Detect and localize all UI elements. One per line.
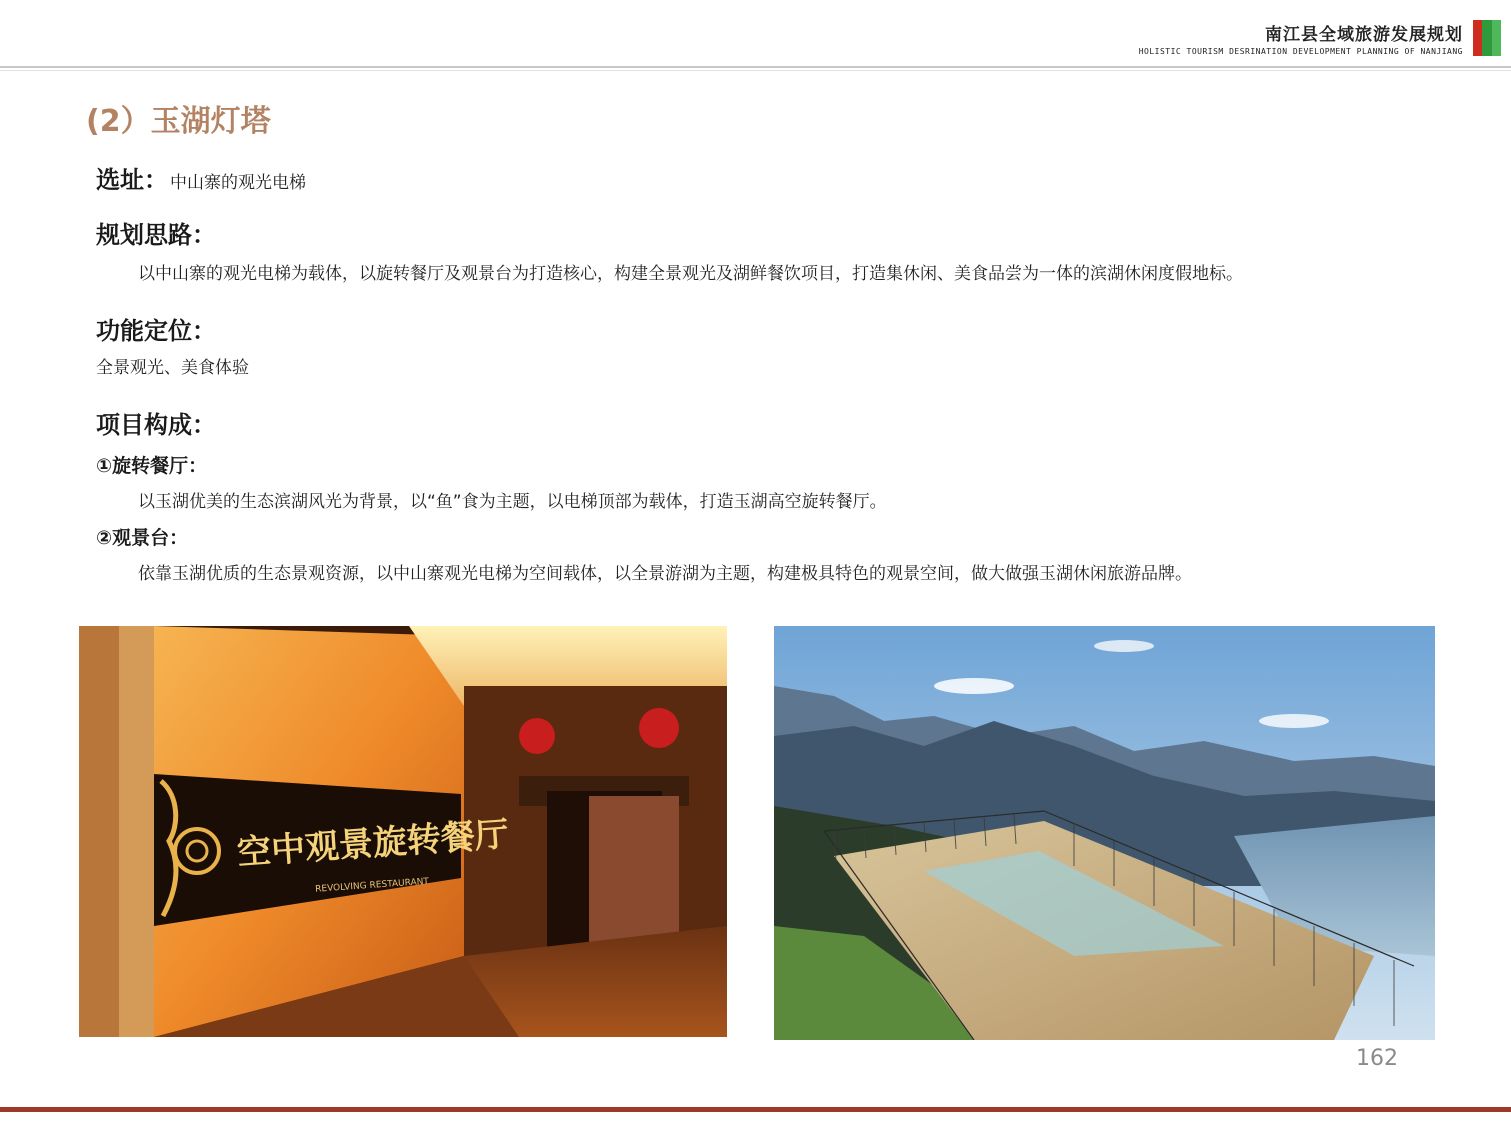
function-heading: 功能定位： [96,317,216,345]
restaurant-sign-text: 空中观景旋转餐厅 [235,814,511,874]
header-divider-secondary [0,70,1511,71]
composition-item-2-label: ②观景台： [96,527,189,549]
composition-item-2-text: 依靠玉湖优质的生态景观资源，以中山寨观光电梯为空间载体，以全景游湖为主题，构建极具特色的观景空间，做大做强玉湖休闲旅游品牌。 [138,564,1192,584]
restaurant-photo [79,626,727,1037]
planning-text: 以中山寨的观光电梯为载体，以旋转餐厅及观景台为打造核心，构建全景观光及湖鲜餐饮项目，打造集休闲、美食品尝为一体的滨湖休闲度假地标。 [138,264,1243,284]
site-label: 选址： [96,166,168,194]
brand-bar-red [1473,20,1482,56]
brand-color-bars [1473,20,1501,56]
composition-heading: 项目构成： [96,411,216,439]
section-title: (2）玉湖灯塔 [86,104,271,139]
site-value: 中山寨的观光电梯 [170,173,306,193]
function-text: 全景观光、美食体验 [96,358,249,378]
composition-item-1-label: ①旋转餐厅： [96,455,208,477]
composition-item-1-text: 以玉湖优美的生态滨湖风光为背景，以“鱼”食为主题，以电梯顶部为载体，打造玉湖高空旋转餐厅。 [138,492,887,512]
brand-bar-lightgreen [1492,20,1501,56]
restaurant-sign-english: REVOLVING RESTAURANT [314,876,430,895]
viewing-platform-photo [774,626,1435,1040]
brand-bar-green [1482,20,1491,56]
page-number: 162 [1356,1046,1398,1071]
site-row [96,160,306,195]
header-divider [0,66,1511,68]
footer-divider [0,1107,1511,1112]
document-title: 南江县全域旅游发展规划 [1265,25,1463,45]
planning-heading: 规划思路： [96,221,216,249]
document-subtitle: HOLISTIC TOURISM DESRINATION DEVELOPMENT PLANNING OF NANJIANG [1138,47,1463,56]
